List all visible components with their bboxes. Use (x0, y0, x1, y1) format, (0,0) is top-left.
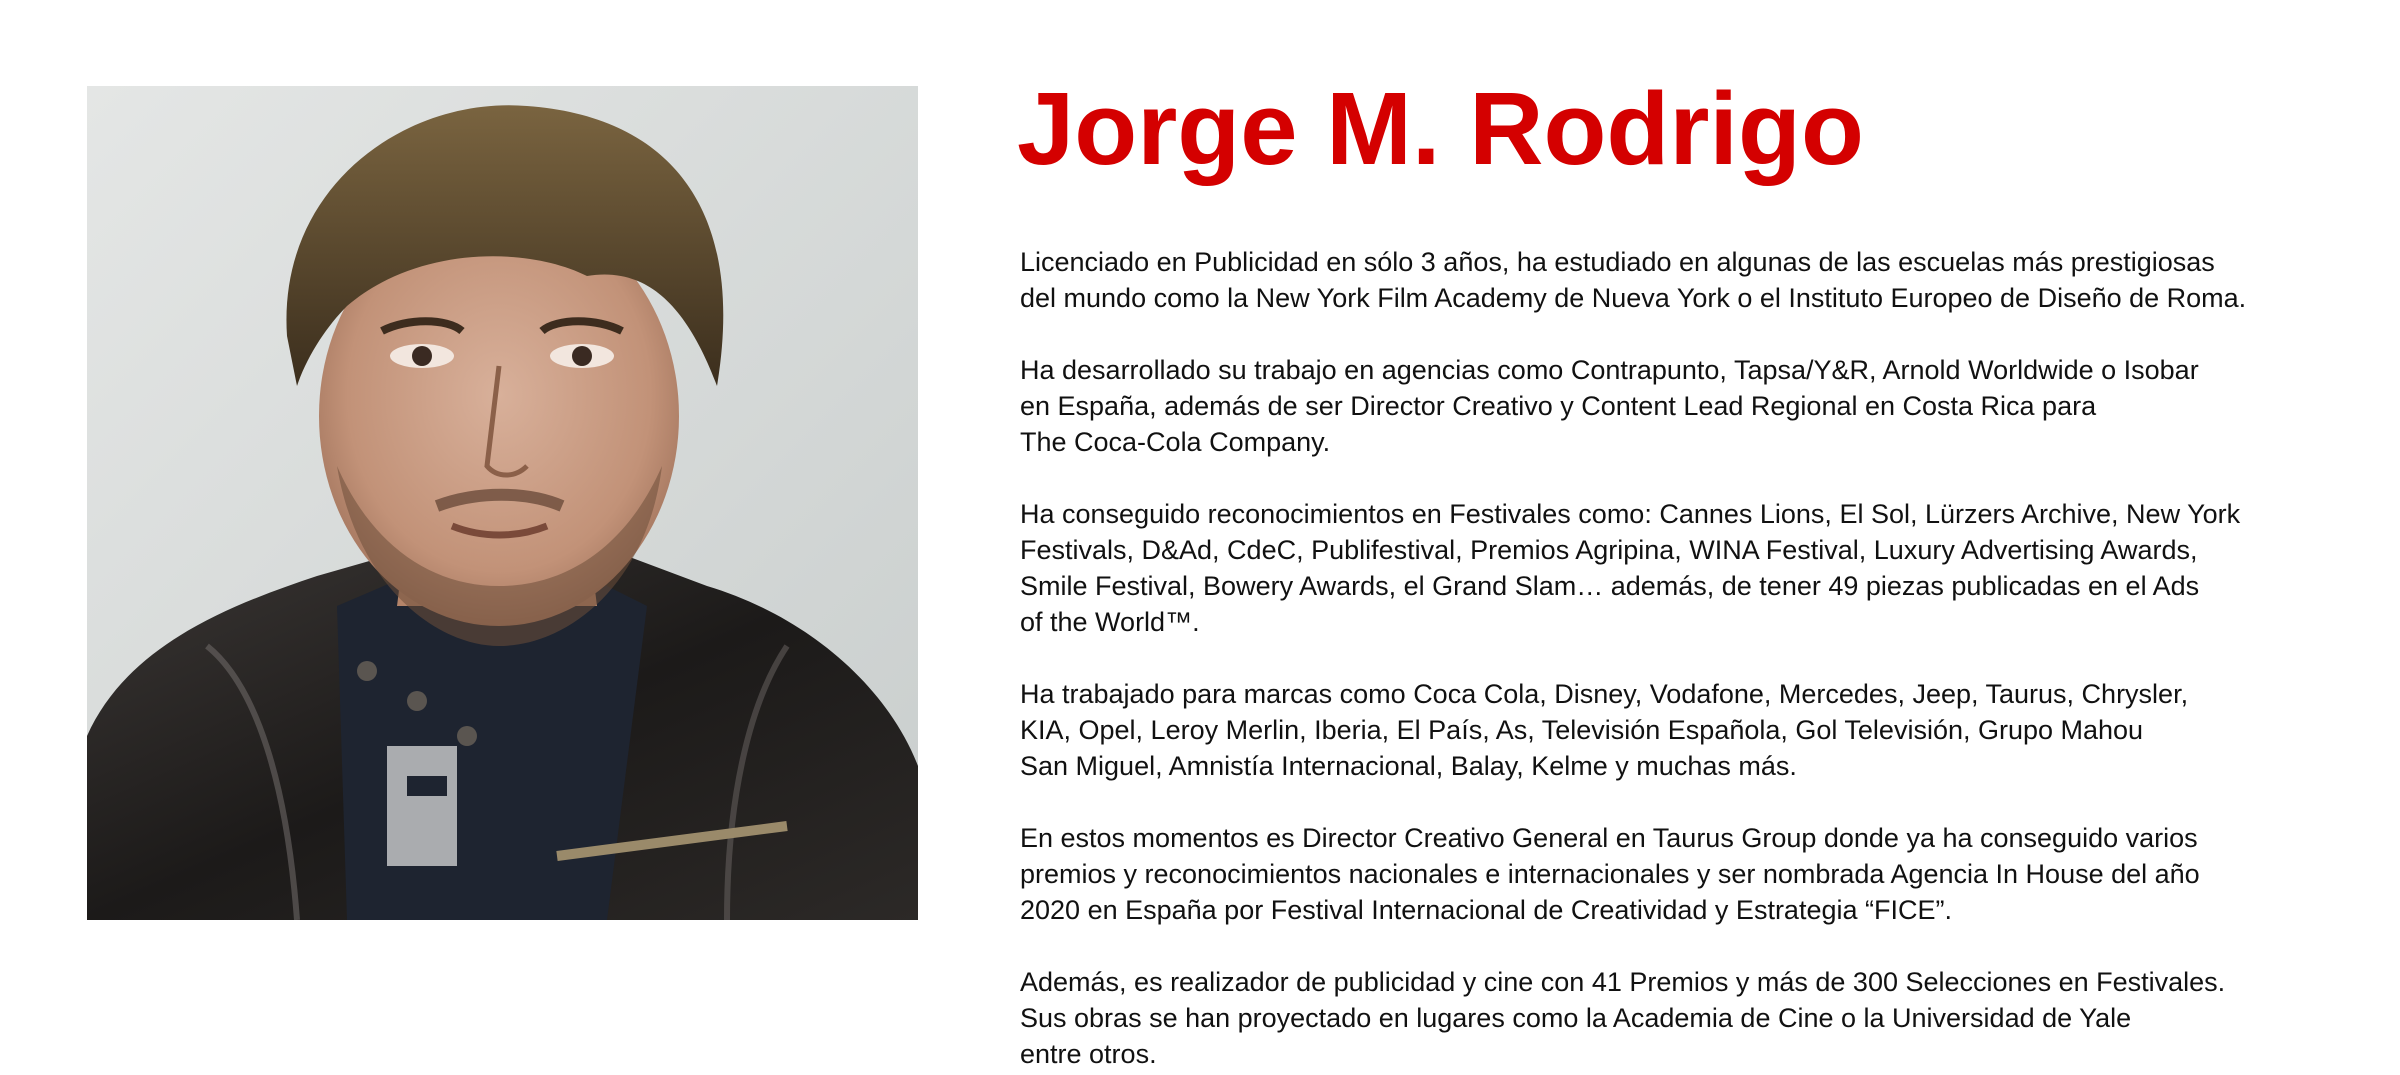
bio-paragraph: Ha conseguido reconocimientos en Festivales como: Cannes Lions, El Sol, Lürzers Archive, New York Festivals, D&Ad, CdeC, Publifestival, Premios Agripina, WINA Festival, Luxury Advertising Awards, Smile Festival, Bowery Awards, el Grand Slam… además, de tener 49 piezas publicadas en el Ads of the World™. (1020, 499, 2241, 637)
bio-paragraph: En estos momentos es Director Creativo General en Taurus Group donde ya ha conseguido varios premios y reconocimientos nacionales e internacionales y ser nombrada Agencia In House del año 2020 en España por Festival Internacional de Creatividad y Estrategia “FICE”. (1020, 823, 2200, 925)
bio-paragraph: Ha trabajado para marcas como Coca Cola, Disney, Vodafone, Mercedes, Jeep, Taurus, Chrysler, KIA, Opel, Leroy Merlin, Iberia, El País, As, Televisión Española, Gol Televisión, Grupo Mahou San Miguel, Amnistía Internacional, Balay, Kelme y muchas más. (1020, 679, 2189, 781)
bio-paragraph: Ha desarrollado su trabajo en agencias como Contrapunto, Tapsa/Y&R, Arnold Worldwide o Isobar en España, además de ser Director Creativo y Content Lead Regional en Costa Rica para The Coca-Cola Company. (1020, 355, 2199, 457)
bio-text (1020, 244, 2395, 1075)
page-title: Jorge M. Rodrigo (1017, 71, 1864, 186)
portrait-photo (87, 86, 918, 920)
bio-paragraph: Además, es realizador de publicidad y cine con 41 Premios y más de 300 Selecciones en Festivales. Sus obras se han proyectado en lugares como la Academia de Cine o la Universidad de Yale entre otros. (1020, 967, 2226, 1069)
bio-paragraph: Licenciado en Publicidad en sólo 3 años, ha estudiado en algunas de las escuelas más prestigiosas del mundo como la New York Film Academy de Nueva York o el Instituto Europeo de Diseño de Roma. (1020, 247, 2247, 313)
